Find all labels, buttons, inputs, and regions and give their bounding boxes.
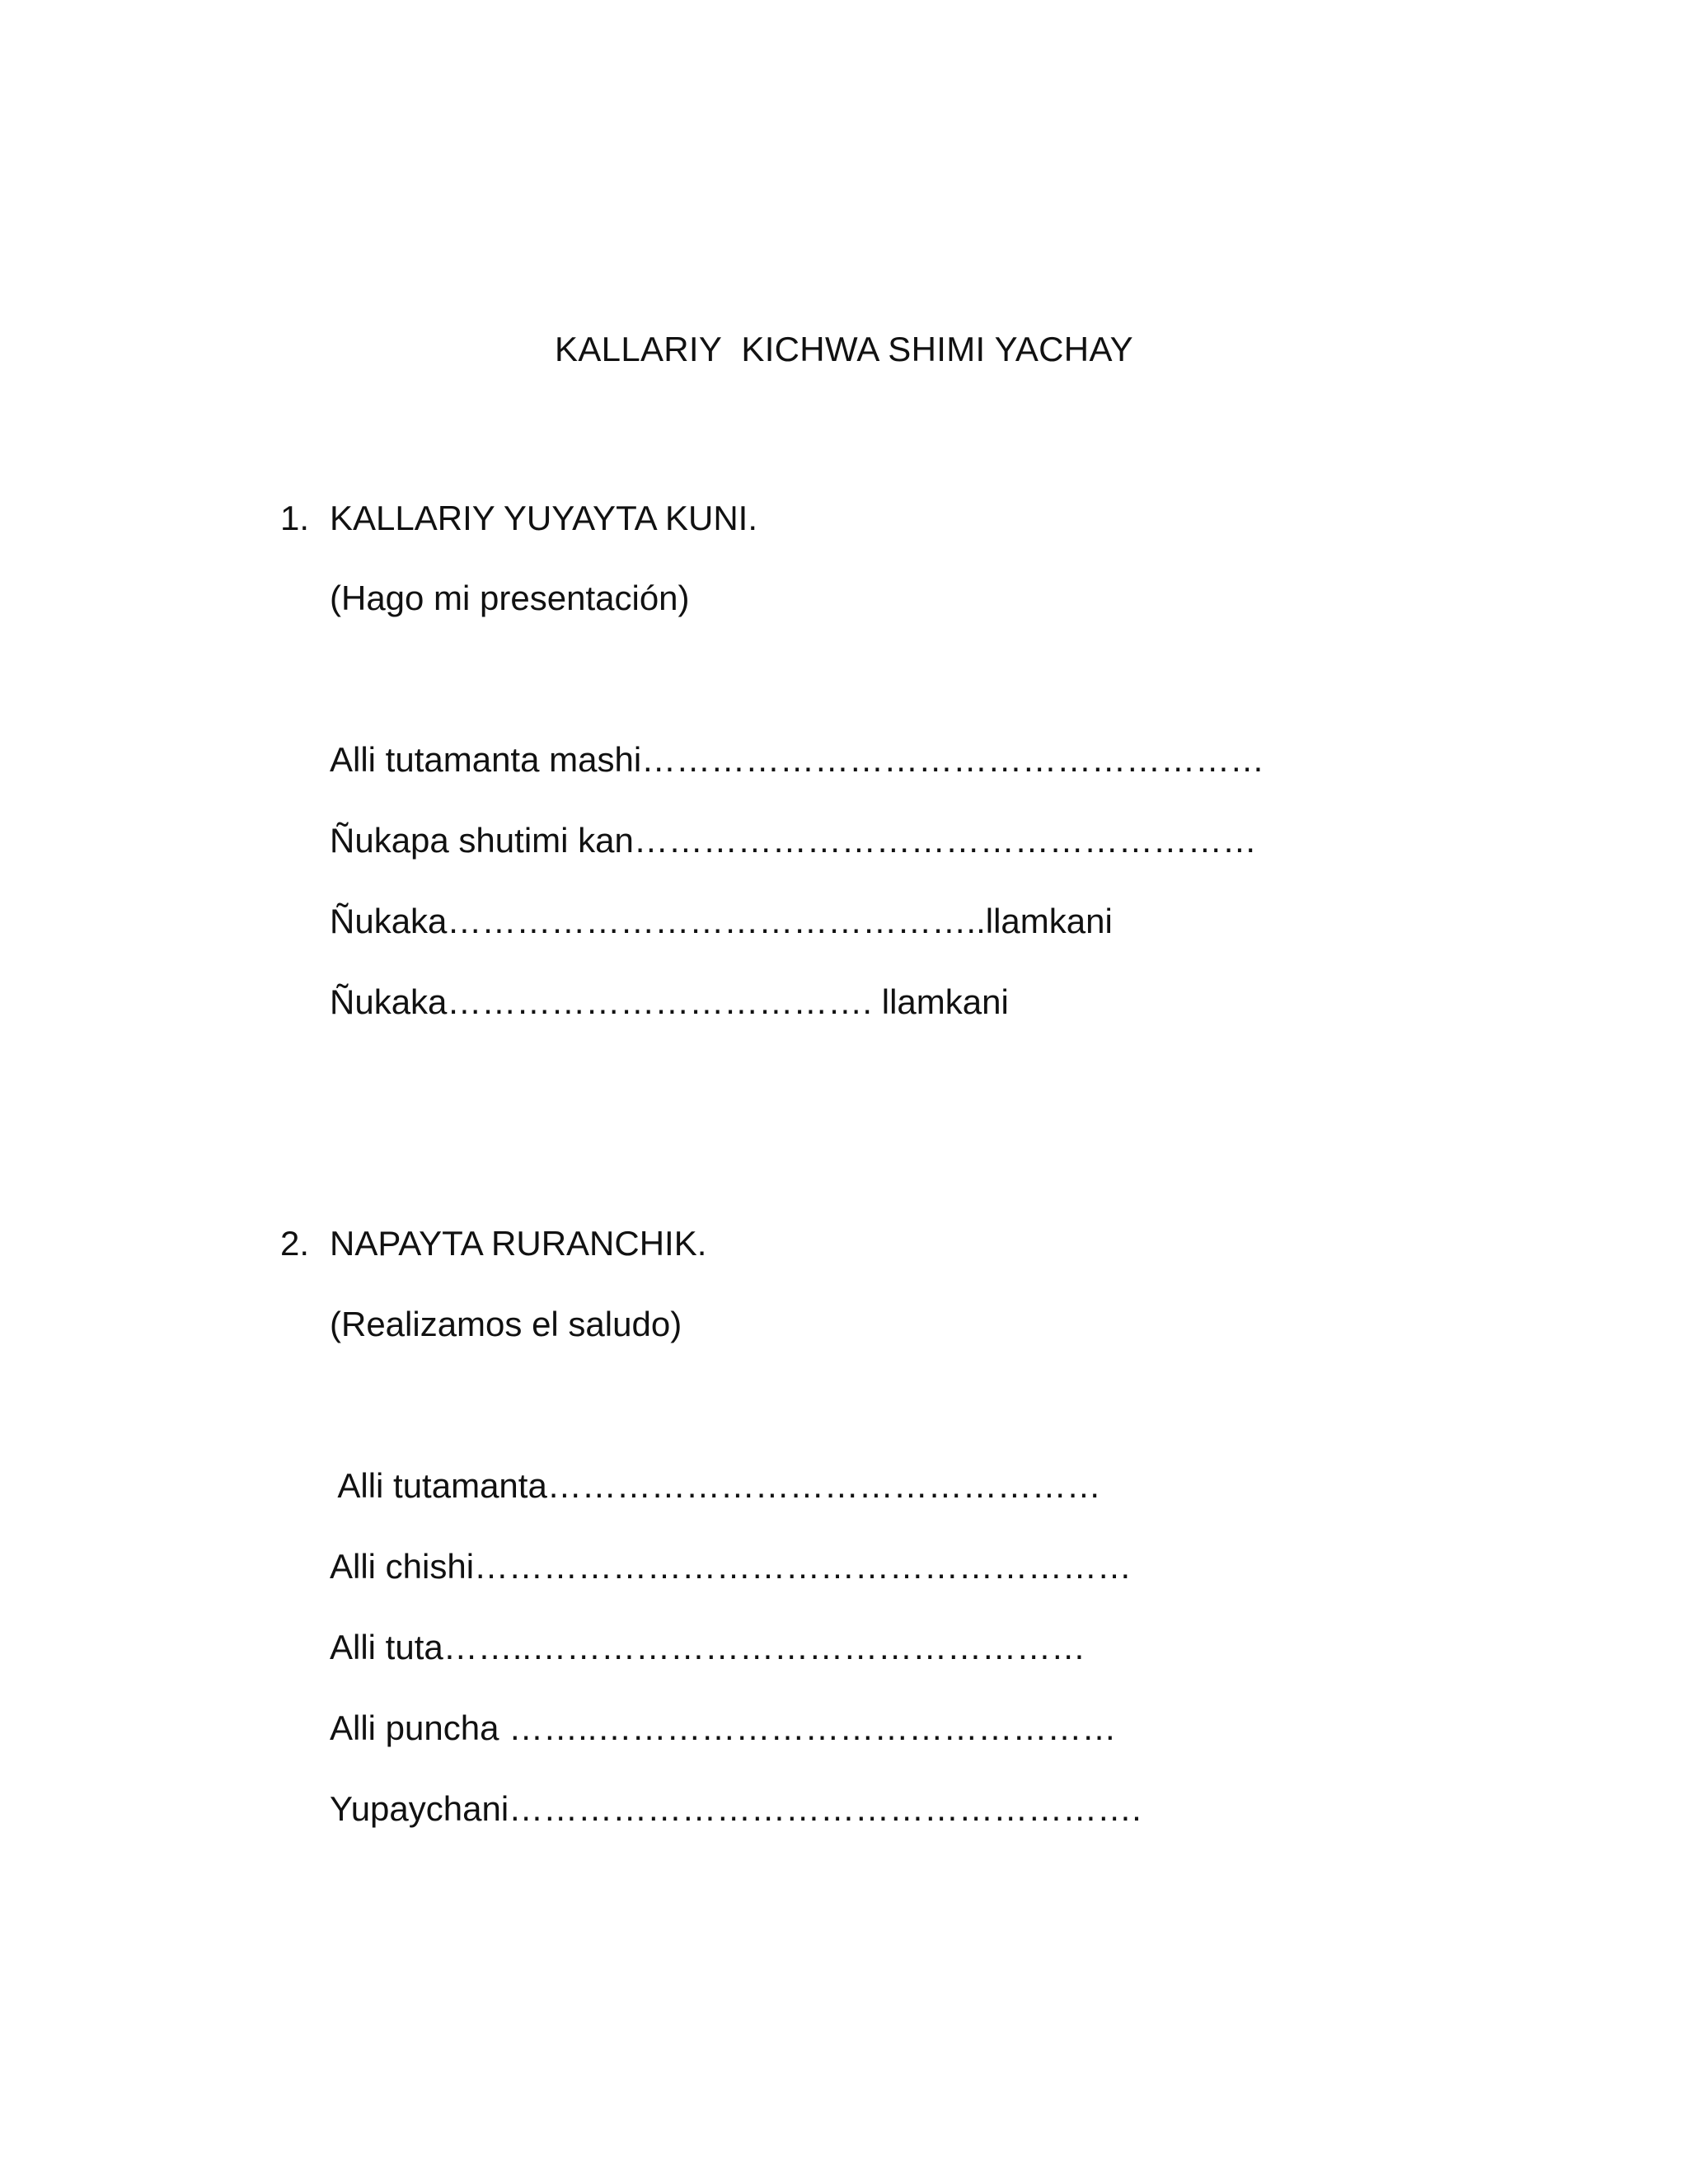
section-2-fill-line: Alli tuta……..………………………………………… (330, 1628, 1086, 1666)
section-1-fill-line: Alli tutamanta mashi……………………………………………… (330, 740, 1265, 779)
section-2-fill-line: Alli puncha ……..……………………………………… (330, 1708, 1117, 1747)
section-2-fill-line: Yupaychani………………………………………………. (330, 1789, 1142, 1828)
section-1-number: 1. (280, 499, 310, 537)
section-1-fill-line: Ñukapa shutimi kan……………………………………………… (330, 821, 1257, 860)
section-1-fill-line: Ñukaka………………………………. llamkani (330, 982, 1009, 1021)
section-1-fill-line: Ñukaka………………………………………..llamkani (330, 902, 1113, 940)
document-title: KALLARIY KICHWA SHIMI YACHAY (555, 330, 1133, 368)
section-1-heading: KALLARIY YUYAYTA KUNI. (330, 499, 757, 537)
section-1-subtitle: (Hago mi presentación) (330, 579, 690, 617)
section-2-fill-line: Alli tutamanta………………………………………… (330, 1466, 1101, 1505)
section-2-subtitle: (Realizamos el saludo) (330, 1305, 682, 1343)
section-2-fill-line: Alli chishi………………………………………………… (330, 1547, 1132, 1586)
section-2-number: 2. (280, 1224, 310, 1263)
section-2-heading: NAPAYTA RURANCHIK. (330, 1224, 707, 1263)
